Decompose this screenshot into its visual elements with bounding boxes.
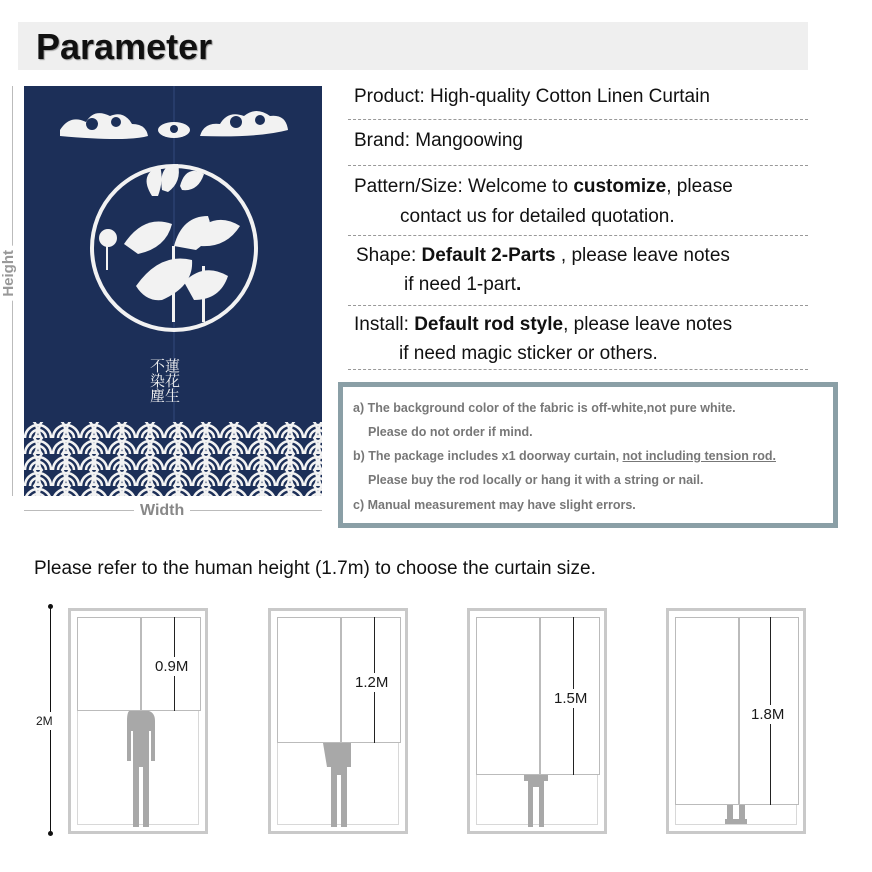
size-frame-1-5m [467, 608, 607, 834]
customize-emphasis: customize [573, 176, 667, 197]
shape-emphasis: Default 2-Parts [421, 245, 556, 266]
curtain-panel-left [675, 617, 739, 805]
door-height-scale [36, 606, 60, 834]
width-label: Width [134, 502, 190, 520]
param-shape [348, 236, 808, 306]
param-pattern-size [348, 166, 808, 236]
curtain-panel-left [77, 617, 141, 711]
param-brand-text: Brand: Mangoowing [354, 130, 523, 151]
install-emphasis: Default rod style [414, 314, 564, 335]
curtain-artwork [24, 86, 322, 496]
note-a-line2: Please do not order if mind. [368, 425, 533, 439]
curtain-product-image [24, 86, 322, 496]
curtain-panel-left [277, 617, 341, 743]
size-guide-hint: Please refer to the human height (1.7m) to choose the curtain size. [34, 558, 596, 579]
param-product-text: Product: High-quality Cotton Linen Curtain [354, 86, 710, 107]
notes-box [338, 382, 838, 528]
person-silhouette-icon [315, 743, 359, 827]
note-a-line1: a) The background color of the fabric is off-white,not pure white. [353, 401, 736, 415]
note-b-line1: b) The package includes x1 doorway curtain, not including tension rod. [353, 449, 776, 463]
size-label: 1.2M [355, 674, 389, 691]
param-pattern-line1: Pattern/Size: Welcome to customize, please [354, 176, 733, 197]
width-dimension [24, 502, 322, 522]
param-install-line2: if need magic sticker or others. [399, 343, 658, 364]
size-frame-1-2m [268, 608, 408, 834]
door-height-label: 2M [36, 714, 53, 728]
person-silhouette-icon [520, 775, 552, 827]
cloud-center-icon [158, 122, 190, 138]
door-height-top-dot [48, 604, 53, 609]
door-height-bottom-dot [48, 831, 53, 836]
size-frame-0-9m [68, 608, 208, 834]
size-label: 1.5M [554, 690, 588, 707]
param-pattern-line2: contact us for detailed quotation. [400, 206, 675, 227]
page-title: Parameter [36, 26, 213, 67]
note-c-line1: c) Manual measurement may have slight errors. [353, 498, 636, 512]
param-brand [348, 120, 808, 166]
person-feet-icon [723, 805, 751, 825]
size-frame-1-8m [666, 608, 806, 834]
note-b-line2: Please buy the rod locally or hang it with a string or nail. [368, 473, 704, 487]
param-shape-line2: if need 1-part. [404, 274, 522, 295]
height-label: Height [0, 246, 30, 301]
param-install-line1: Install: Default rod style, please leave notes [354, 314, 733, 335]
no-tension-rod-emphasis: not including tension rod. [622, 449, 776, 463]
person-silhouette-icon [107, 711, 167, 827]
height-dimension [0, 86, 17, 496]
curtain-panel-left [476, 617, 540, 775]
param-shape-line1: Shape: Default 2-Parts , please leave notes [356, 245, 730, 266]
calligraphy-column-2: 不染塵 [148, 358, 166, 403]
param-install [348, 306, 808, 370]
calligraphy-column-1: 蓮花生 [163, 358, 181, 403]
title-bar [18, 22, 808, 70]
wave-pattern [24, 422, 322, 496]
param-product [348, 80, 808, 120]
size-label: 1.8M [751, 706, 785, 723]
parameter-list [348, 80, 808, 370]
size-label: 0.9M [155, 658, 189, 675]
